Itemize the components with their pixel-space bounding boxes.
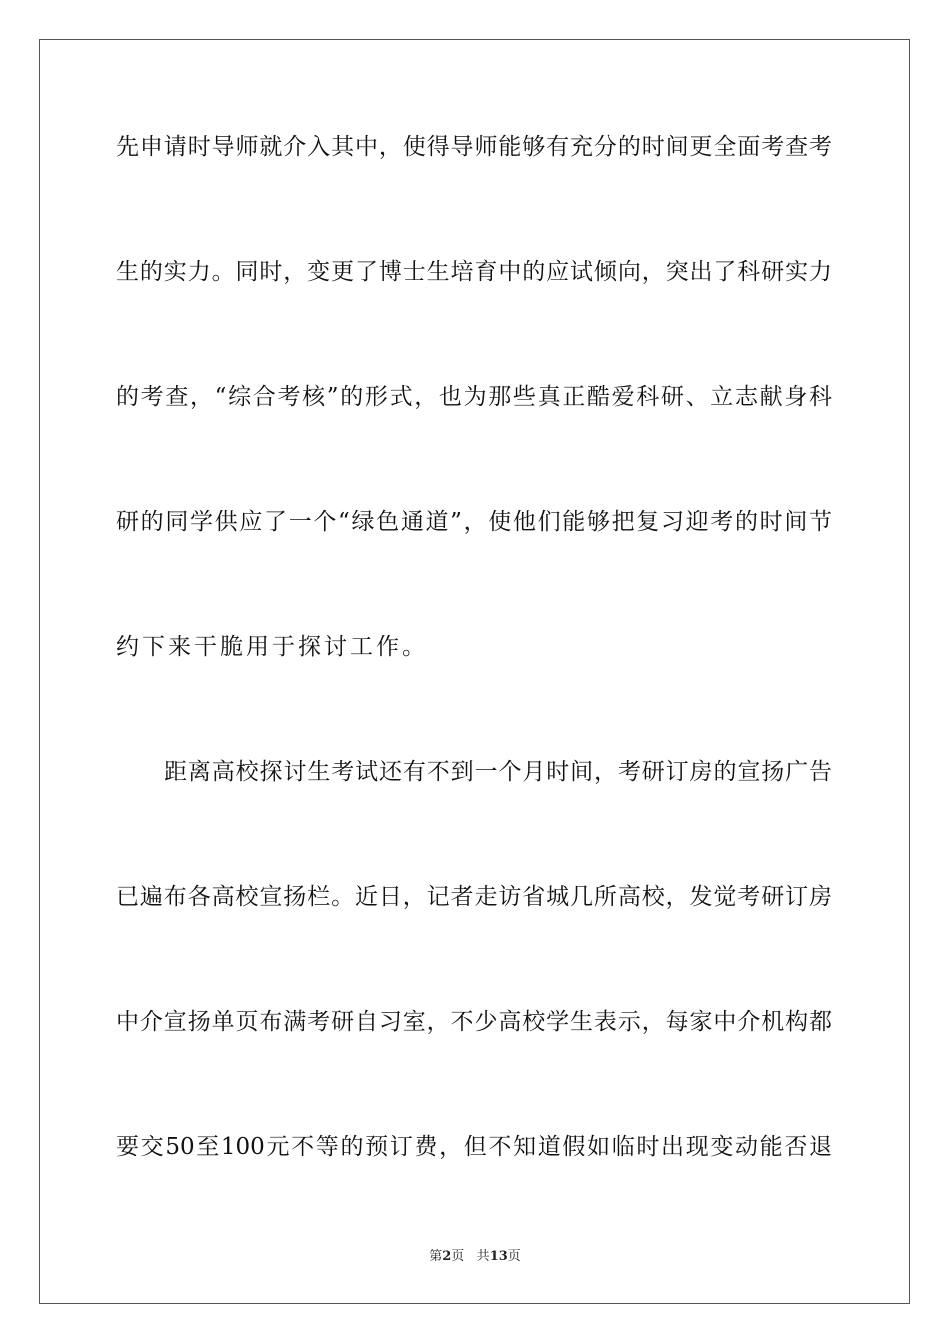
page-suffix: 页 [451,1249,465,1264]
paragraph-line-3: 的考查，“综合考核”的形式，也为那些真正酷爱科研、立志献身科 [116,384,832,410]
paragraph-line-6: 距离高校探讨生考试还有不到一个月时间，考研订房的宣扬广告 [164,759,832,785]
page-prefix: 第 [429,1249,443,1264]
paragraph-line-9: 要交50至100元不等的预订费，但不知道假如临时出现变动能否退 [116,1134,832,1160]
total-pages: 13 [489,1249,508,1264]
total-suffix: 页 [507,1249,521,1264]
page-number: 2 [442,1249,452,1264]
page-border [39,39,910,1304]
total-prefix: 共 [476,1249,490,1264]
paragraph-line-1: 先申请时导师就介入其中，使得导师能够有充分的时间更全面考查考 [116,134,832,160]
paragraph-line-4: 研的同学供应了一个“绿色通道”，使他们能够把复习迎考的时间节 [116,509,832,535]
paragraph-line-5: 约下来干脆用于探讨工作。 [116,634,428,660]
paragraph-line-7: 已遍布各高校宣扬栏。近日，记者走访省城几所高校，发觉考研订房 [116,884,832,910]
paragraph-line-2: 生的实力。同时，变更了博士生培育中的应试倾向，突出了科研实力 [116,259,832,285]
paragraph-line-8: 中介宣扬单页布满考研自习室，不少高校学生表示，每家中介机构都 [116,1009,832,1035]
page-footer [0,1245,950,1264]
